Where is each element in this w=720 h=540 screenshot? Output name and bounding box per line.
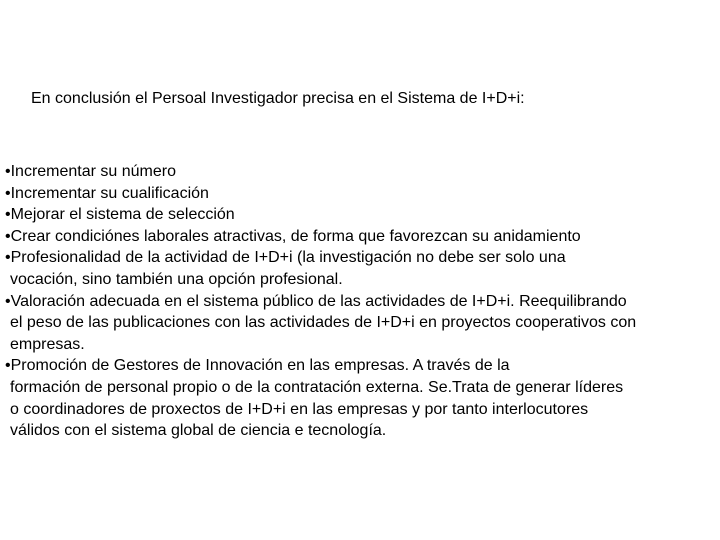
- bullet-item: [5, 226, 719, 248]
- bullet-line: •Mejorar el sistema de selección: [5, 206, 235, 224]
- bullet-item: [5, 161, 719, 183]
- bullet-list: [5, 161, 719, 442]
- bullet-line: vocación, sino también una opción profesional.: [10, 270, 343, 288]
- bullet-line: •Valoración adecuada en el sistema público de las actividades de I+D+i. Reequilibrando: [5, 292, 627, 310]
- bullet-line: empresas.: [10, 335, 85, 353]
- bullet-item: [5, 291, 719, 356]
- bullet-line: el peso de las publicaciones con las actividades de I+D+i en proyectos cooperativos con: [10, 314, 637, 332]
- bullet-line: •Profesionalidad de la actividad de I+D+i (la investigación no debe ser solo una: [5, 249, 566, 267]
- bullet-line: •Crear condiciónes laborales atractivas, de forma que favorezcan su anidamiento: [5, 227, 581, 245]
- bullet-line: o coordinadores de proxectos de I+D+i en las empresas y por tanto interlocutores: [10, 400, 589, 418]
- bullet-item: [5, 183, 719, 205]
- bullet-line: •Incrementar su cualificación: [5, 184, 209, 202]
- bullet-line: formación de personal propio o de la contratación externa. Se.Trata de generar líderes: [10, 378, 624, 396]
- bullet-line: •Promoción de Gestores de Innovación en las empresas. A través de la: [5, 357, 510, 375]
- intro-text: En conclusión el Persoal Investigador precisa en el Sistema de I+D+i:: [31, 90, 525, 107]
- bullet-item: [5, 204, 719, 226]
- bullet-line: •Incrementar su número: [5, 163, 177, 180]
- bullet-item: [5, 247, 719, 290]
- bullet-item: [5, 355, 719, 441]
- bullet-line: válidos con el sistema global de ciencia e tecnología.: [10, 422, 387, 440]
